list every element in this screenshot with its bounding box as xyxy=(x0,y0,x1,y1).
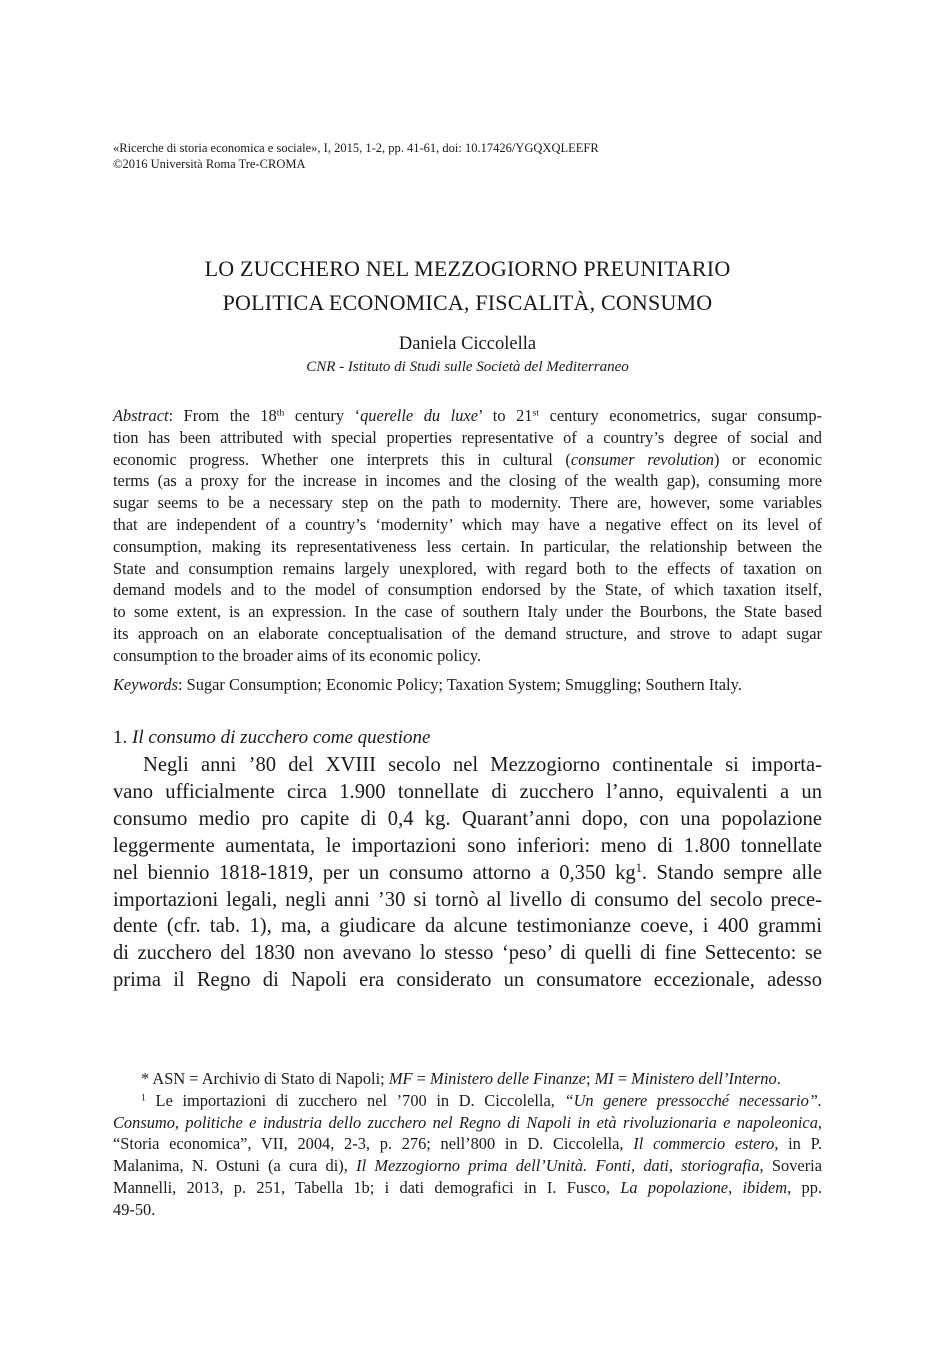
keywords xyxy=(113,674,822,696)
body-line: dente (cfr. tab. 1), ma, a giudicare da alcune testimonianze coeve, i 400 grammi xyxy=(113,915,822,938)
section-number: 1. xyxy=(113,727,132,748)
keywords-text: : Sugar Consumption; Economic Policy; Taxation System; Smuggling; Southern Italy. xyxy=(177,675,742,694)
abstract-line: tion has been attributed with special properties representative of a country’s degree of social and xyxy=(113,427,822,447)
abstract-line: that are independent of a country’s ‘modernity’ which may have a negative effect on its level of xyxy=(113,514,822,534)
body-line: leggermente aumentata, le importazioni sono inferiori: meno di 1.800 tonnellate xyxy=(113,834,822,857)
abstract-line: to some extent, is an expression. In the case of southern Italy under the Bourbons, the State based xyxy=(113,602,822,622)
body-line: importazioni legali, negli anni ’30 si tornò al livello di consumo del secolo prece- xyxy=(113,888,822,911)
abstract-line: its approach on an elaborate conceptualisation of the demand structure, and strove to adapt sugar xyxy=(113,623,822,643)
author-name: Daniela Ciccolella xyxy=(398,334,537,354)
footnote-line: $^1$ Le importazioni di zucchero nel ’700 in D. Ciccolella, “Un genere pressocché necessario”. xyxy=(141,1090,823,1110)
abstract-line: economic progress. Whether one interprets this in cultural (consumer revolution) or economic xyxy=(113,449,823,469)
title-line-2: POLITICA ECONOMICA, FISCALITÀ, CONSUMO xyxy=(222,290,713,315)
body-paragraph xyxy=(113,752,822,994)
abstract-line: consumption, making its representativeness less certain. In particular, the relationship between the xyxy=(113,536,822,556)
abstract-line: consumption to the broader aims of its economic policy. xyxy=(113,645,482,665)
footnote-star: * ASN = Archivio di Stato di Napoli; MF = Ministero delle Finanze; MI = Ministero dell’Interno. xyxy=(141,1069,781,1088)
footnote-line: Malanima, N. Ostuni (a cura di), Il Mezzogiorno prima dell’Unità. Fonti, dati, storiografia, Soveria xyxy=(113,1156,822,1176)
footnote-number: 1 xyxy=(141,1092,146,1104)
abstract-line: demand models and to the model of consumption endorsed by the State, of which taxation itself, xyxy=(113,580,822,600)
body-line: Negli anni ’80 del XVIII secolo nel Mezzogiorno continentale si importa- xyxy=(143,754,822,776)
journal-header xyxy=(113,140,599,172)
footnote-line: “Storia economica”, VII, 2004, 2-3, p. 276; nell’800 in D. Ciccolella, Il commercio estero, in P. xyxy=(113,1134,822,1154)
footnotes xyxy=(113,1068,822,1221)
footnote-line: Mannelli, 2013, p. 251, Tabella 1b; i dati demografici in I. Fusco, La popolazione, ibidem, pp. xyxy=(113,1177,822,1197)
section-title: Il consumo di zucchero come questione xyxy=(132,727,431,748)
body-line: consumo medio pro capite di 0,4 kg. Quarant’anni dopo, con una popolazione xyxy=(113,807,822,830)
footnote-line: 49-50. xyxy=(113,1199,156,1219)
copyright-line: ©2016 Università Roma Tre-CROMA xyxy=(113,157,306,171)
citation-line: «Ricerche di storia economica e sociale», I, 2015, 1-2, pp. 41-61, doi: 10.17426/YGQXQLEEFR xyxy=(113,141,599,155)
abstract-line: terms (as a proxy for the increase in incomes and the closing of the wealth gap), consuming more xyxy=(113,471,822,491)
body-line: nel biennio 1818-1819, per un consumo attorno a 0,350 $kg^1$. Stando sempre alle xyxy=(113,860,822,884)
body-line: prima il Regno di Napoli era considerato un consumatore eccezionale, adesso xyxy=(113,969,822,992)
title-line-1: LO ZUCCHERO NEL MEZZOGIORNO PREUNITARIO xyxy=(204,256,731,281)
abstract-label: Abstract xyxy=(113,406,169,425)
abstract-line: State and consumption remains largely unexplored, with regard both to the effects of taxation on xyxy=(113,558,822,578)
footnote-line: Consumo, politiche e industria dello zucchero nel Regno di Napoli in età rivoluzionaria e napoleonica, xyxy=(113,1112,822,1132)
footnote-1 xyxy=(113,1090,822,1221)
abstract-line: sugar seems to be a necessary step on the path to modernity. There are, however, some variables xyxy=(113,493,822,513)
article-title xyxy=(0,252,935,320)
footnote-ref[interactable]: 1 xyxy=(635,860,642,875)
body-line: vano ufficialmente circa 1.900 tonnellate di zucchero l’anno, equivalenti a un xyxy=(113,780,822,803)
keywords-label: Keywords xyxy=(113,675,178,694)
body-line: di zucchero del 1830 non avevano lo stesso ‘peso’ di quelli di fine Settecento: se xyxy=(113,942,822,965)
author-affiliation: CNR - Istituto di Studi sulle Società del Mediterraneo xyxy=(306,359,629,375)
section-heading xyxy=(113,726,430,750)
abstract xyxy=(113,405,822,667)
abstract-line: Abstract: From the 18th century ‘querelle du luxe’ to 21st century econometrics, sugar consump- xyxy=(113,406,823,425)
